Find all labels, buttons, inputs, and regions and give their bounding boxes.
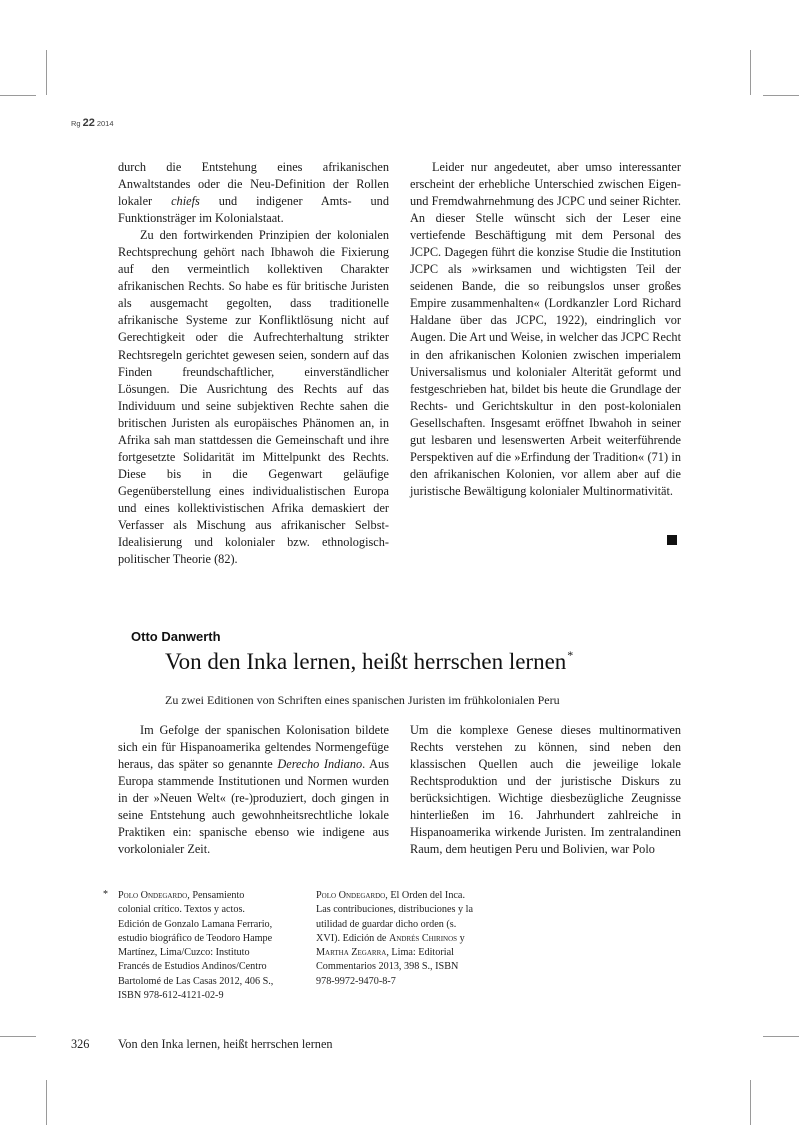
end-of-article-mark	[667, 535, 677, 545]
footnote-mark: *	[103, 889, 108, 900]
volume-number: 22	[82, 117, 95, 129]
book1-author: Polo Ondegardo	[118, 890, 188, 901]
review1-left-paragraph-2: Zu den fortwirkenden Prinzipien der kolonialen Rechtsprechung gehört nach Ibhawoh die Fixierung auf den vermeintlich kollektiven Charakter afrikanischen Rechts. So habe es für britische Juristen als ausgemacht gegolten, dass traditionelle afrikanische Systeme zur Konfliktlösung nicht auf Gerechtigkeit oder die Aufrechterhaltung strikter Rechtsregeln gerichtet gewesen seien, sondern auf das Finden freundschaftlicher, einverständlicher Lösungen. Die Ausrichtung des Rechts auf das Individuum und seine subjektiven Rechte sahen die britischen Juristen als europäisches Phänomen an, in Afrika sah man stattdessen die Gemeinschaft und ihre fortgesetzte Solidarität im Mittelpunkt des Rechts. Diese bis in die Gegenwart geläufige Gegenüberstellung eines individualistischen Europa und eines kollektivistischen Afrika demaskiert der Verfasser als Mischung aus afrikanischer Selbst-Idealisierung und kolonialer bzw. ethnologisch-politischer Theorie (82).	[118, 228, 389, 567]
crop-mark-top-left-h	[0, 95, 36, 96]
review1-left-paragraph-1: durch die Entstehung eines afrikanischen Anwaltstandes oder die Neu-Definition der Rollen lokaler chiefs und indigener Amts- und Funktionsträger im Kolonialstaat.	[118, 160, 389, 226]
crop-mark-bottom-left-h	[0, 1036, 36, 1037]
footnote-book1	[118, 889, 278, 1003]
book2-editor-1: Andrés Chirinos	[389, 932, 458, 944]
review1-left-column	[118, 159, 389, 568]
footnote-book2: Polo Ondegardo, El Orden del Inca. Las contribuciones, distribuciones y la utilidad de guardar dicho orden (s. XVI). Edición de Andrés Chirinos y Martha Zegarra, Lima: Editorial Commentarios 2013, 398 S., ISBN 978-9972-9470-8-7	[316, 890, 474, 987]
book1-details: , Pensamiento colonial crítico. Textos y actos. Edición de Gonzalo Lamana Ferrario, estudio biográfico de Teodoro Hampe Martínez, Lima/Cuzco: Instituto Francés de Estudios Andinos/Centro Bartolomé de Las Casas 2012, 406 S., ISBN 978-612-4121-02-9	[118, 890, 274, 1002]
crop-mark-top-right	[750, 50, 751, 95]
crop-mark-bottom-left	[46, 1080, 47, 1125]
book2-editor-2: Martha Zegarra	[316, 947, 387, 959]
article-title: Von den Inka lernen, heißt herrschen lernen*	[165, 648, 574, 674]
review1-right-paragraph: Leider nur angedeutet, aber umso interessanter erscheint der erhebliche Unterschied zwischen Eigen- und Fremdwahrnehmung des JCPC und seiner Richter. An dieser Stelle wünscht sich der Leser eine vertiefende Beschäftigung mit dem Personal des JCPC. Dagegen führt die konzise Studie die Institution JCPC als »wirksamen und wichtigsten Teil der seidenen Bande, die so reibungslos unser großes Empire zusammenhalten« (Lordkanzler Lord Richard Haldane über das JCPC, 1922), eindringlich vor Augen. Die Art und Weise, in welcher das JCPC Recht in den afrikanischen Kolonien zwischen imperialem Universalismus und kolonialer Alterität geformt und festgeschrieben hat, bildet bis heute die Grundlage der Rechts- und Gerichtskultur in den post-kolonialen Gesellschaften. Insgesamt eröffnet Ibwahoh in seiner gut lesbaren und lesenswerten Arbeit weiterführende Perspektiven auf die »Erfindung der Tradition« (71) in den afrikanischen Kolonien, vor allem aber auf die juristische Bewältigung kolonialer Multinormativität.	[410, 160, 681, 498]
footer-running-title: Von den Inka lernen, heißt herrschen lernen	[118, 1037, 333, 1051]
page-number: 326	[71, 1037, 90, 1051]
review1-right-column	[410, 159, 681, 500]
article-author: Otto Danwerth	[131, 629, 221, 644]
article-subtitle: Zu zwei Editionen von Schriften eines spanischen Juristen im frühkolonialen Peru	[165, 693, 560, 707]
book2-author: Polo Ondegardo	[316, 890, 386, 901]
review2-left-paragraph: Im Gefolge der spanischen Kolonisation bildete sich ein für Hispanoamerika geltendes Normengefüge heraus, das später so genannte Derecho Indiano. Aus Europa stammende Institutionen und Normen wurden in der »Neuen Welt« (re-)produziert, doch gingen in seine Entstehung auch gewohnheitsrechtliche lokale Praktiken ein: spanische ebenso wie indigene aus vorkolonialer Zeit.	[118, 723, 389, 857]
journal-abbrev: Rg	[71, 119, 81, 128]
crop-mark-bottom-right	[750, 1080, 751, 1125]
crop-mark-bottom-right-h	[763, 1036, 799, 1037]
running-head	[71, 117, 114, 129]
review2-right-paragraph: Um die komplexe Genese dieses multinormativen Rechts verstehen zu können, sind neben den klassischen Quellen auch die jeweilige lokale Rechtsproduktion und der juristische Diskurs zu berücksichtigen. Wichtige diesbezügliche Zeugnisse hinterließen im 16. Jahrhundert zahlreiche in Hispanoamerika wirkende Juristen. Im zentralandinen Raum, dem heutigen Peru und Bolivien, war Polo	[410, 723, 681, 857]
crop-mark-top-right-h	[763, 95, 799, 96]
crop-mark-top-left	[46, 50, 47, 95]
title-footnote-mark: *	[567, 648, 574, 662]
journal-year: 2014	[96, 119, 114, 128]
review2-left-column	[118, 722, 389, 858]
review2-right-column	[410, 722, 681, 858]
